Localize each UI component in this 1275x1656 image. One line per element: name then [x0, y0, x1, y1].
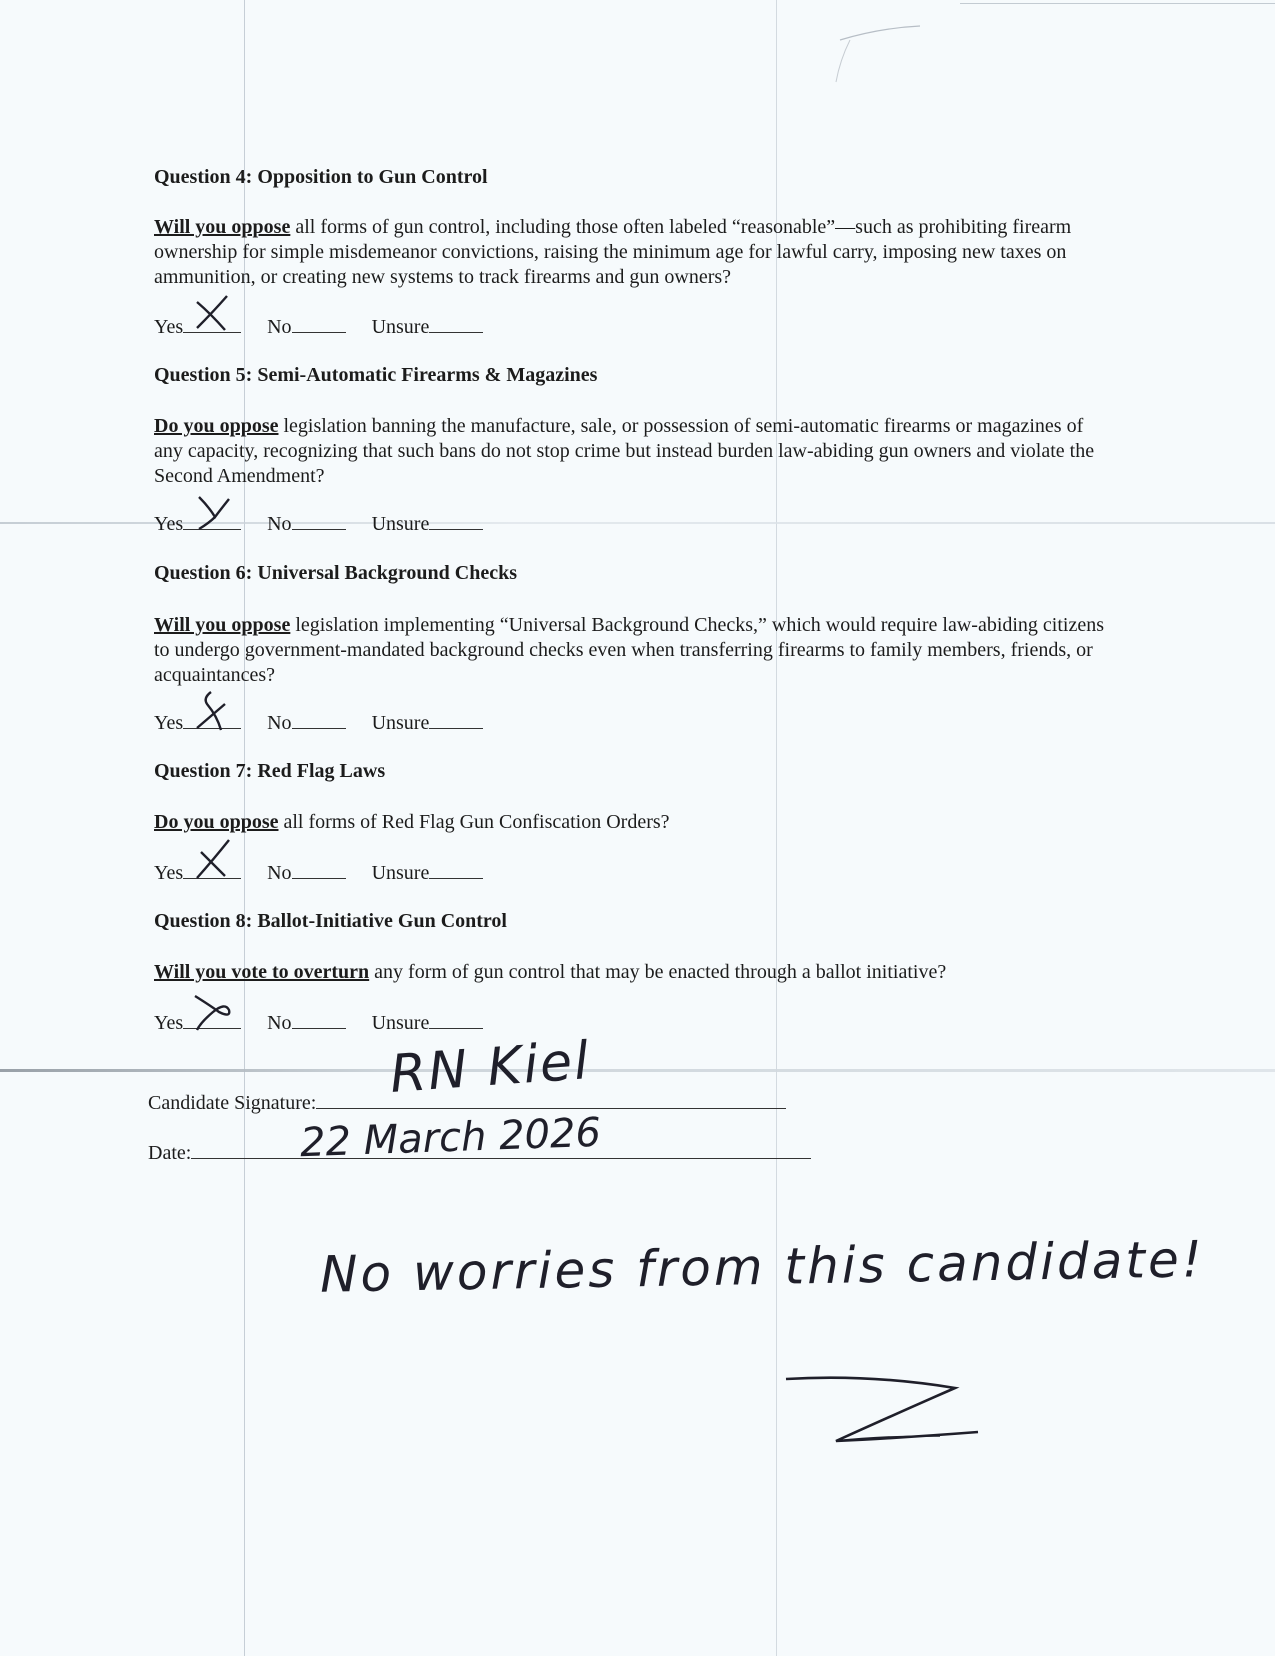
handwritten-note: No worries from this candidate!	[319, 1230, 1206, 1304]
question-8-heading: Question 8: Ballot-Initiative Gun Control	[154, 910, 507, 932]
question-7-heading: Question 7: Red Flag Laws	[154, 760, 386, 782]
signature-label: Candidate Signature:	[148, 1092, 317, 1114]
question-6-body: legislation implementing “Universal Background Checks,” which would require law-abiding citizens to undergo government-mandated background checks even when transferring firearms to family members, friends, or acquaintances?	[154, 614, 1105, 686]
answer-no[interactable]: No	[267, 511, 345, 536]
question-5-heading: Question 5: Semi-Automatic Firearms & Magazines	[154, 364, 598, 386]
answer-yes[interactable]: Yes	[154, 511, 241, 536]
question-6-lead: Will you oppose	[154, 614, 291, 636]
question-7-lead: Do you oppose	[154, 811, 279, 833]
answer-no[interactable]: No	[267, 860, 345, 885]
question-7-body: all forms of Red Flag Gun Confiscation Orders?	[278, 811, 670, 833]
answer-yes[interactable]: Yes	[154, 860, 241, 885]
answer-yes[interactable]: Yes	[154, 314, 241, 339]
question-8-body: any form of gun control that may be enacted through a ballot initiative?	[369, 961, 947, 983]
question-4-lead: Will you oppose	[154, 216, 291, 238]
question-4-body: all forms of gun control, including those often labeled “reasonable”—such as prohibiting firearm ownership for simple misdemeanor convictions, raising the minimum age for lawful carry, imposing new taxes on ammunition, or creating new systems to track firearms and gun owners?	[154, 216, 1072, 288]
question-6-heading: Question 6: Universal Background Checks	[154, 562, 518, 584]
handwritten-signature: RN Kiel	[388, 1031, 593, 1105]
answer-no[interactable]: No	[267, 1010, 345, 1035]
question-5-body: legislation banning the manufacture, sale, or possession of semi-automatic firearms or magazines of any capacity, recognizing that such bans do not stop crime but instead burden law-abiding gun owners and violate the Second Amendment?	[154, 415, 1095, 487]
date-label: Date:	[148, 1142, 192, 1164]
answer-yes[interactable]: Yes	[154, 710, 241, 735]
answer-unsure[interactable]: Unsure	[372, 710, 484, 735]
answer-unsure[interactable]: Unsure	[372, 314, 484, 339]
handwritten-date: 22 March 2026	[299, 1109, 602, 1167]
question-4-heading: Question 4: Opposition to Gun Control	[154, 166, 488, 188]
question-8-lead: Will you vote to overturn	[154, 961, 370, 983]
answer-yes[interactable]: Yes	[154, 1010, 241, 1035]
answer-unsure[interactable]: Unsure	[372, 860, 484, 885]
answer-unsure[interactable]: Unsure	[372, 1010, 484, 1035]
question-5-lead: Do you oppose	[154, 415, 279, 437]
answer-no[interactable]: No	[267, 710, 345, 735]
answer-unsure[interactable]: Unsure	[372, 511, 484, 536]
answer-no[interactable]: No	[267, 314, 345, 339]
